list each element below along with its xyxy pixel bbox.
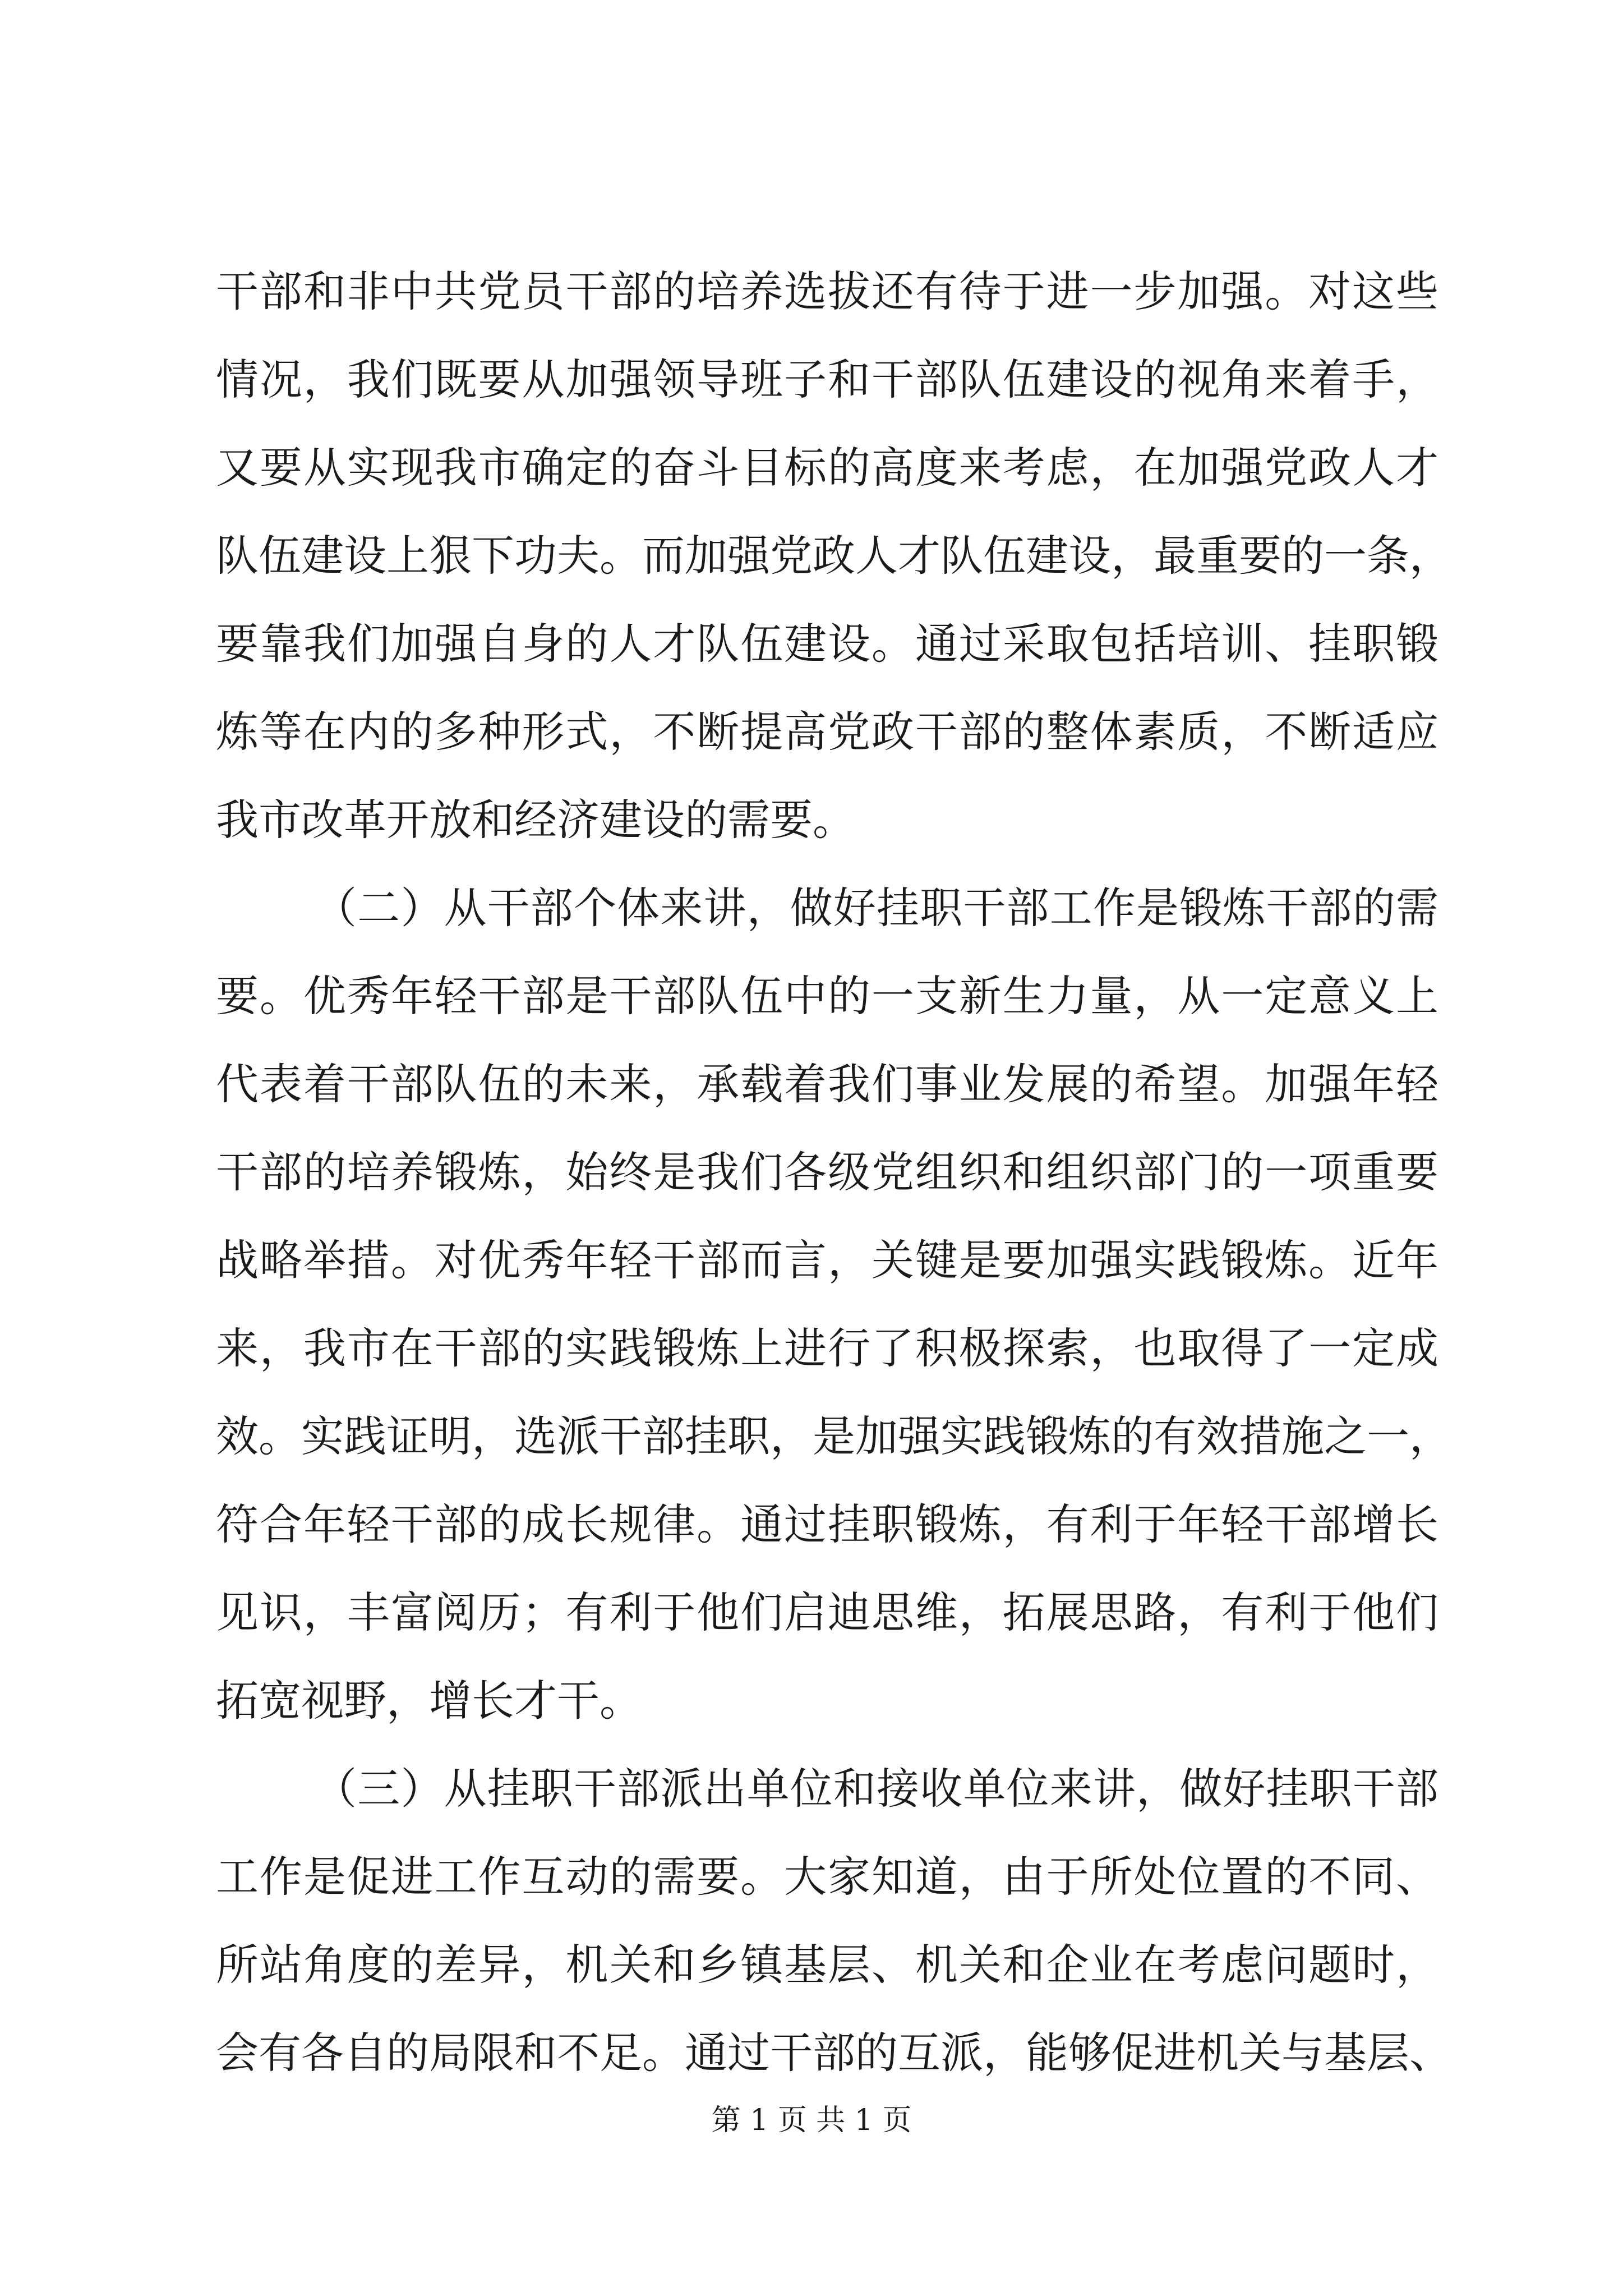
text-line: 所站角度的差异，机关和乡镇基层、机关和企业在考虑问题时， xyxy=(216,1940,1438,1990)
text-line: 拓宽视野，增长才干。 xyxy=(216,1676,642,1726)
text-line: 符合年轻干部的成长规律。通过挂职锻炼，有利于年轻干部增长 xyxy=(216,1499,1438,1549)
text-line: 我市改革开放和经济建设的需要。 xyxy=(216,795,855,845)
text-line: 战略举措。对优秀年轻干部而言，关键是要加强实践锻炼。近年 xyxy=(216,1235,1438,1285)
text-line: 情况，我们既要从加强领导班子和干部队伍建设的视角来着手， xyxy=(216,355,1438,404)
text-line: 代表着干部队伍的未来，承载着我们事业发展的希望。加强年轻 xyxy=(216,1059,1438,1109)
text-line: 干部和非中共党员干部的培养选拔还有待于进一步加强。对这些 xyxy=(216,266,1438,316)
text-line: 炼等在内的多种形式，不断提高党政干部的整体素质，不断适应 xyxy=(216,707,1438,757)
text-line: 要靠我们加强自身的人才队伍建设。通过采取包括培训、挂职锻 xyxy=(216,619,1438,669)
text-line: 效。实践证明，选派干部挂职，是加强实践锻炼的有效措施之一， xyxy=(216,1411,1452,1461)
text-line: （三）从挂职干部派出单位和接收单位来讲，做好挂职干部 xyxy=(314,1764,1438,1814)
text-line: 会有各自的局限和不足。通过干部的互派，能够促进机关与基层、 xyxy=(216,2028,1452,2078)
text-line: 见识，丰富阅历；有利于他们启迪思维，拓展思路，有利于他们 xyxy=(216,1588,1438,1637)
text-line: 队伍建设上狠下功夫。而加强党政人才队伍建设，最重要的一条， xyxy=(216,531,1452,581)
text-line: 干部的培养锻炼，始终是我们各级党组织和组织部门的一项重要 xyxy=(216,1147,1438,1197)
page-footer: 第 1 页 共 1 页 xyxy=(711,2104,912,2137)
text-line: 工作是促进工作互动的需要。大家知道，由于所处位置的不同、 xyxy=(216,1852,1438,1902)
text-line: 又要从实现我市确定的奋斗目标的高度来考虑，在加强党政人才 xyxy=(216,443,1438,493)
text-line: 来，我市在干部的实践锻炼上进行了积极探索，也取得了一定成 xyxy=(216,1323,1438,1373)
text-line: （二）从干部个体来讲，做好挂职干部工作是锻炼干部的需 xyxy=(314,883,1438,933)
text-line: 要。优秀年轻干部是干部队伍中的一支新生力量，从一定意义上 xyxy=(216,971,1438,1021)
